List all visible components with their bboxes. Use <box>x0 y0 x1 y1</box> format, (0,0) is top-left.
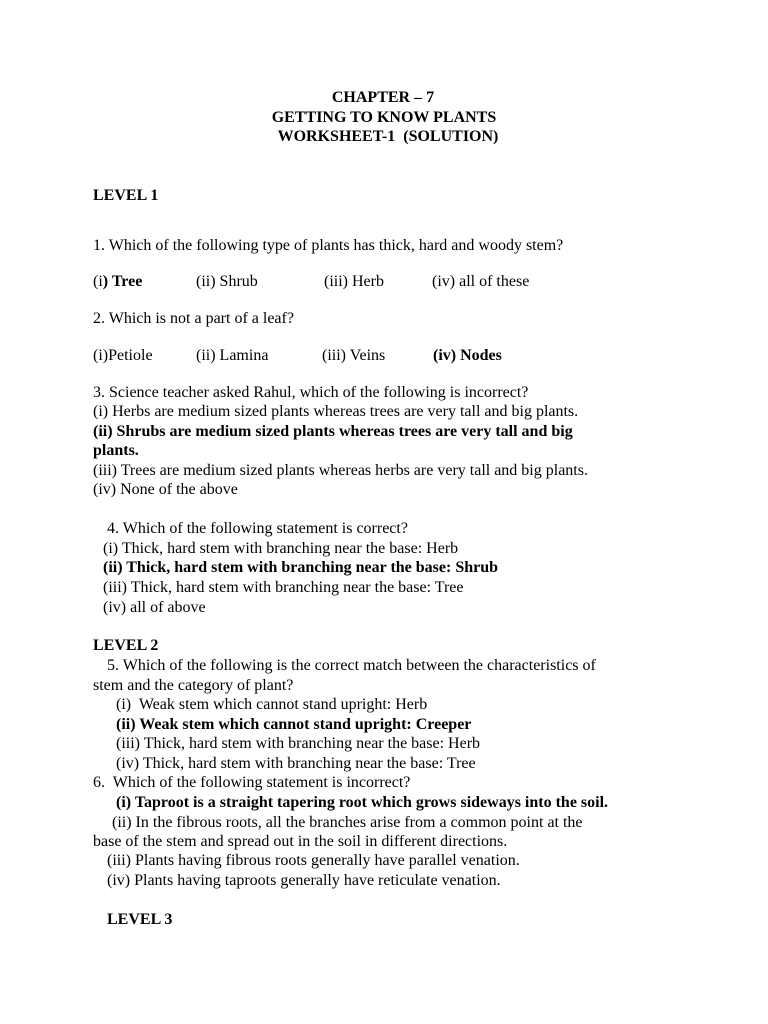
q1-option-4: (iv) all of these <box>432 273 530 290</box>
chapter-title: GETTING TO KNOW PLANTS <box>271 109 497 126</box>
q2-option-1: (i)Petiole <box>93 347 153 364</box>
q2-option-3: (iii) Veins <box>322 347 386 364</box>
q6-option-2-line-2: base of the stem and spread out in the soil in different directions. <box>93 833 508 850</box>
q3-option-4: (iv) None of the above <box>93 481 238 498</box>
q6-option-2-line-1: (ii) In the fibrous roots, all the branches arise from a common point at the <box>112 814 583 831</box>
q4-option-1: (i) Thick, hard stem with branching near the base: Herb <box>103 540 459 557</box>
q4-option-3: (iii) Thick, hard stem with branching near the base: Tree <box>103 579 464 596</box>
q3-option-2-answer-line-1: (ii) Shrubs are medium sized plants whereas trees are very tall and big <box>93 423 573 440</box>
q2-option-2: (ii) Lamina <box>196 347 269 364</box>
q1-option-2: (ii) Shrub <box>196 273 258 290</box>
worksheet-title: WORKSHEET-1 (SOLUTION) <box>277 128 499 145</box>
q6-option-4: (iv) Plants having taproots generally have reticulate venation. <box>107 872 501 889</box>
q5-option-3: (iii) Thick, hard stem with branching near the base: Herb <box>116 735 481 752</box>
q1-option-1 <box>93 272 142 291</box>
q1-option-1-answer: ) Tree <box>102 273 143 290</box>
q6-option-1-answer: (i) Taproot is a straight tapering root which grows sideways into the soil. <box>116 794 609 811</box>
question-1: 1. Which of the following type of plants has thick, hard and woody stem? <box>93 237 564 254</box>
q3-option-2-answer-line-2: plants. <box>93 442 139 459</box>
question-3: 3. Science teacher asked Rahul, which of the following is incorrect? <box>93 384 529 401</box>
level-2-heading: LEVEL 2 <box>93 637 159 654</box>
q4-option-2-answer: (ii) Thick, hard stem with branching near the base: Shrub <box>103 559 499 576</box>
q5-option-1: (i) Weak stem which cannot stand upright: Herb <box>116 696 428 713</box>
q3-option-1: (i) Herbs are medium sized plants whereas trees are very tall and big plants. <box>93 403 579 420</box>
level-1-heading: LEVEL 1 <box>93 187 159 204</box>
q2-option-4-answer: (iv) Nodes <box>433 347 502 364</box>
q1-option-1-prefix: (i <box>93 273 103 290</box>
q4-option-4: (iv) all of above <box>103 599 206 616</box>
question-5-line-1: 5. Which of the following is the correct match between the characteristics of <box>107 657 596 674</box>
question-2: 2. Which is not a part of a leaf? <box>93 310 294 327</box>
q3-option-3: (iii) Trees are medium sized plants whereas herbs are very tall and big plants. <box>93 462 588 479</box>
chapter-heading: CHAPTER – 7 <box>331 89 435 106</box>
q6-option-3: (iii) Plants having fibrous roots generally have parallel venation. <box>107 852 520 869</box>
q5-option-4: (iv) Thick, hard stem with branching near the base: Tree <box>116 755 476 772</box>
question-4: 4. Which of the following statement is correct? <box>107 520 408 537</box>
question-5-line-2: stem and the category of plant? <box>93 677 294 694</box>
q5-option-2-answer: (ii) Weak stem which cannot stand upright: Creeper <box>116 716 472 733</box>
level-3-heading: LEVEL 3 <box>107 911 173 928</box>
question-6: 6. Which of the following statement is incorrect? <box>93 774 411 791</box>
q1-option-3: (iii) Herb <box>324 273 384 290</box>
